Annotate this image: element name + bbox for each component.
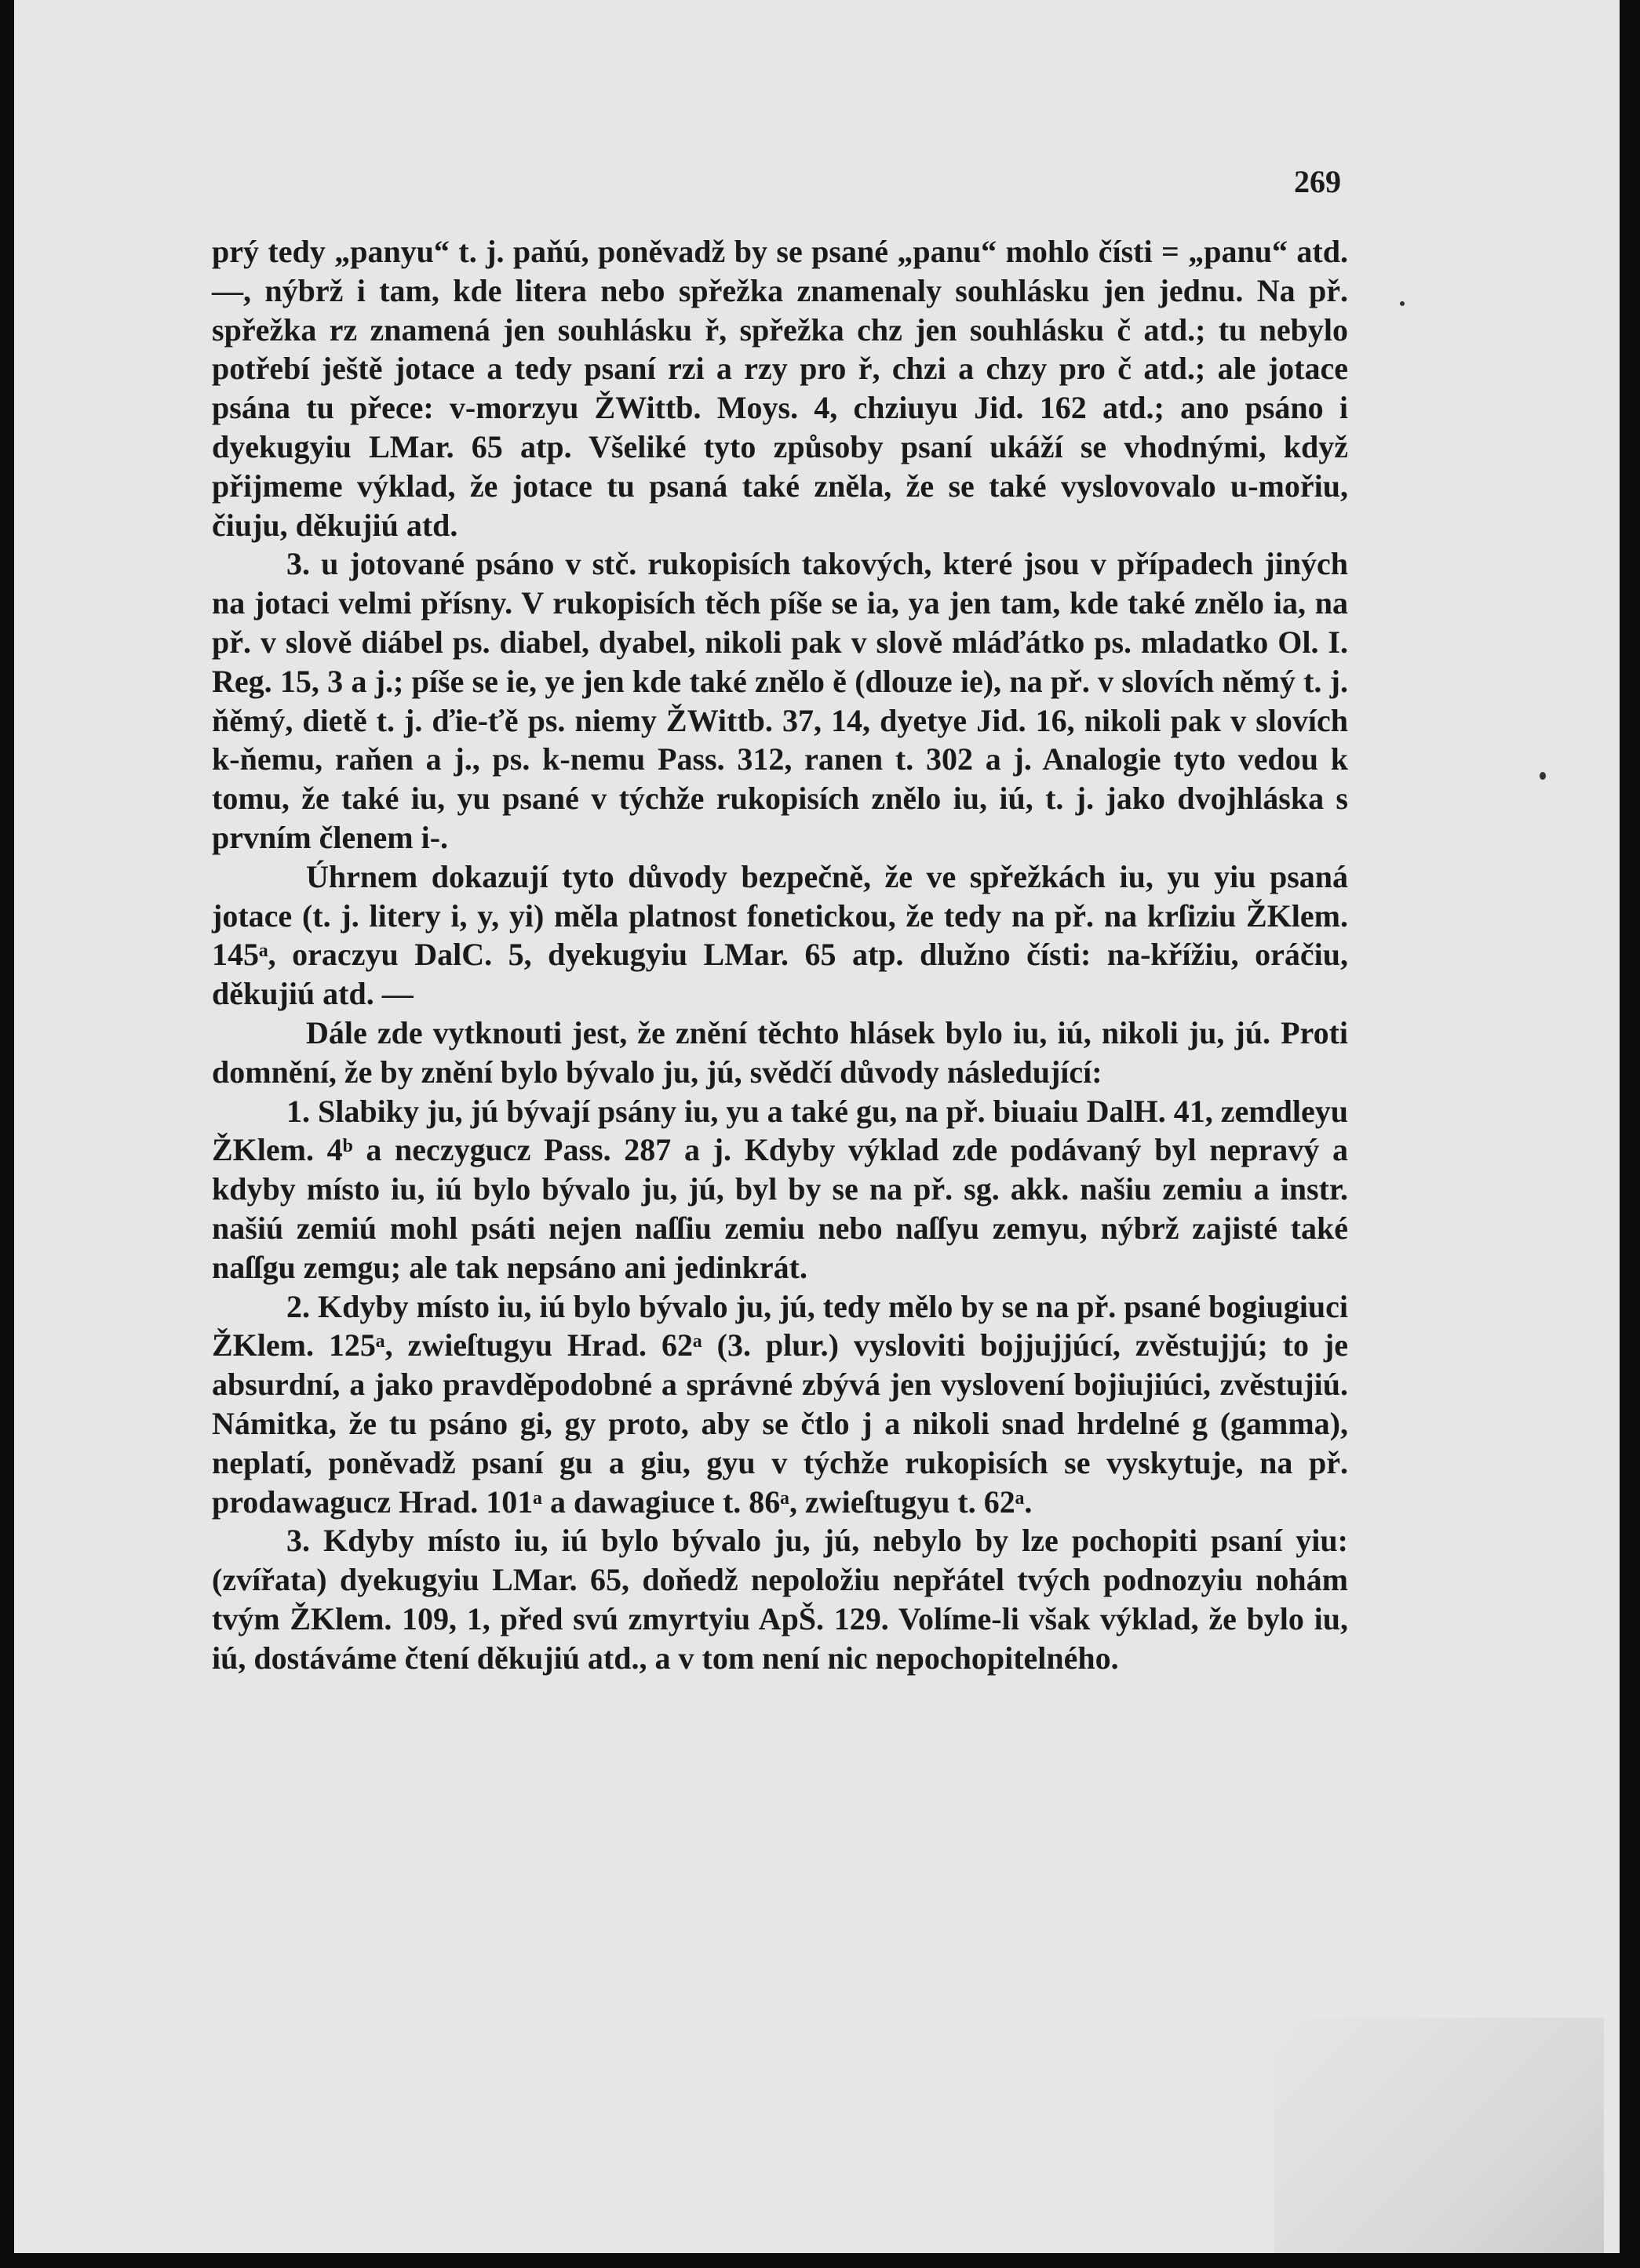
paragraph-7: 3. Kdyby místo iu, iú bylo bývalo ju, jú, nebylo by lze pochopiti psaní yiu: (zvířata) dyekugyiu LMar. 65, doňedž nepoložiu nepřátel tvých podnozyiu nohám tvým ŽKlem. 109, 1, před svú zmyrtyiu ApŠ. 129. Volíme-li však výklad, že bylo iu, iú, dostáváme čtení děkujiú atd., a v tom není nic nepochopitelného. [212, 1523, 1348, 1676]
book-page [14, 0, 1620, 2253]
paragraph-2: 3. u jotované psáno v stč. rukopisích takových, které jsou v případech jiných na jotaci velmi přísny. V rukopisích těch píše se ia, ya jen tam, kde také znělo ia, na př. v slově diábel ps. diabel, dyabel, nikoli pak v slově mláďátko ps. mladatko Ol. I. Reg. 15, 3 a j.; píše se ie, ye jen kde také znělo ě (dlouze ie), na př. v slovích němý t. j. ňěmý, dietě t. j. ďie-ťě ps. niemy ŽWittb. 37, 14, dyetye Jid. 16, nikoli pak v slovích k-ňemu, raňen a j., ps. k-nemu Pass. 312, ranen t. 302 a j. Analogie tyto vedou k tomu, že také iu, yu psané v týchže rukopisích znělo iu, iú, t. j. jako dvojhláska s prvním členem i-. [212, 546, 1348, 855]
paragraph-1: prý tedy „panyu“ t. j. paňú, poněvadž by se psané „panu“ mohlo čísti = „panu“ atd. —, nýbrž i tam, kde litera nebo spřežka znamenaly souhlásku jen jednu. Na př. spřežka rz znamená jen souhlásku ř, spřežka chz jen souhlásku č atd.; tu nebylo potřebí ještě jotace a tedy psaní rzi a rzy pro ř, chzi a chzy pro č atd.; ale jotace psána tu přece: v-morzyu ŽWittb. Moys. 4, chziuyu Jid. 162 atd.; ano psáno i dyekugyiu LMar. 65 atp. Všeliké tyto způsoby psaní ukáží se vhodnými, když přijmeme výklad, že jotace tu psaná také zněla, že se také vyslovovalo u-mořiu, čiuju, děkujiú atd. [212, 234, 1348, 543]
page-stain [1274, 2018, 1604, 2253]
ink-speck [1400, 301, 1405, 306]
page-number: 269 [1294, 164, 1341, 199]
paragraph-4: Dále zde vytknouti jest, že znění těchto hlásek bylo iu, iú, nikoli ju, jú. Proti domnění, že by znění bylo bývalo ju, jú, svědčí důvody následující: [212, 1014, 1348, 1090]
paragraph-6: 2. Kdyby místo iu, iú bylo bývalo ju, jú, tedy mělo by se na př. psané bogiugiuci ŽKlem. 125ᵃ, zwieſtugyu Hrad. 62ᵃ (3. plur.) vysloviti bojjujjúcí, zvěstujjú; to je absurdní, a jako pravděpodobné a správné zbývá jen vyslovení bojiujiúci, zvěstujiú. Námitka, že tu psáno gi, gy proto, aby se čtlo j a nikoli snad hrdelné g (gamma), neplatí, poněvadž psaní gu a giu, gyu v týchže rukopisích se vyskytuje, na př. prodawagucz Hrad. 101ᵃ a dawagiuce t. 86ᵃ, zwieſtugyu t. 62ᵃ. [212, 1288, 1348, 1520]
paragraph-5: 1. Slabiky ju, jú bývají psány iu, yu a také gu, na př. biuaiu DalH. 41, zemdleyu ŽKlem. 4ᵇ a neczygucz Pass. 287 a j. Kdyby výklad zde podávaný byl nepravý a kdyby místo iu, iú bylo bývalo ju, jú, byl by se na př. sg. akk. našiu zemiu a instr. našiú zemiú mohl psáti nejen naſſiu zemiu nebo naſſyu zemyu, nýbrž zajisté také naſſgu zemgu; ale tak nepsáno ani jedinkrát. [212, 1093, 1348, 1285]
ink-speck [1540, 772, 1546, 780]
paragraph-3: Úhrnem dokazují tyto důvody bezpečně, že ve spřežkách iu, yu yiu psaná jotace (t. j. litery i, y, yi) měla platnost fonetickou, že tedy na př. na krſiziu ŽKlem. 145ᵃ, oraczyu DalC. 5, dyekugyiu LMar. 65 atp. dlužno čísti: na-křížiu, oráčiu, děkujiú atd. — [212, 858, 1348, 1012]
body-text [212, 232, 1348, 1677]
